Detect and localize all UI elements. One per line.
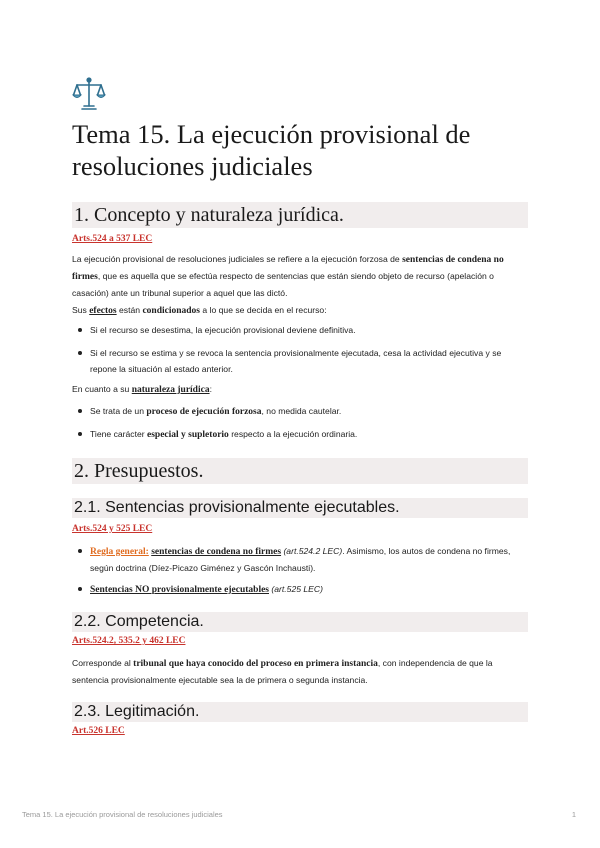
list-item: Tiene carácter especial y supletorio respecto a la ejecución ordinaria. [72, 426, 528, 443]
page-number: 1 [571, 810, 576, 819]
legal-reference-link[interactable]: Art.526 LEC [72, 726, 125, 736]
paragraph-efectos: Sus efectos están condicionados a lo que se decida en el recurso: [72, 305, 327, 316]
legal-reference-link[interactable]: Arts.524 y 525 LEC [72, 524, 153, 534]
page-footer [22, 810, 578, 819]
section-heading-concepto: 1. Concepto y naturaleza jurídica. [72, 202, 528, 228]
list-item: Regla general: sentencias de condena no firmes (art.524.2 LEC). Asimismo, los autos de condena no firmes, según doctrina (Díez-Picazo Giménez y Gascón Inchausti). [72, 543, 528, 576]
subsection-heading-legitimacion: 2.3. Legitimación. [72, 702, 528, 722]
paragraph-naturaleza: En cuanto a su naturaleza jurídica: [72, 384, 212, 395]
paragraph-definition: La ejecución provisional de resoluciones judiciales se refiere a la ejecución forzosa de sentencias de condena no firmes, que es aquella que se efectúa respecto de sentencias que están siendo objeto de recurso (apelación o casación) ante un tribunal superior a aquel que las dictó. [72, 254, 504, 298]
legal-reference-link[interactable]: Arts.524.2, 535.2 y 462 LEC [72, 636, 186, 646]
subsection-heading-sentencias: 2.1. Sentencias provisionalmente ejecutables. [72, 498, 528, 518]
list-item: Se trata de un proceso de ejecución forzosa, no medida cautelar. [72, 403, 528, 420]
list-item: Sentencias NO provisionalmente ejecutables (art.525 LEC) [72, 581, 528, 598]
footer-title: Tema 15. La ejecución provisional de resoluciones judiciales [22, 810, 223, 819]
section-heading-presupuestos: 2. Presupuestos. [72, 458, 528, 484]
scales-of-justice-icon [72, 76, 106, 112]
page-title: Tema 15. La ejecución provisional de resoluciones judiciales [72, 119, 471, 181]
legal-reference-link[interactable]: Arts.524 a 537 LEC [72, 234, 153, 244]
list-item: Si el recurso se estima y se revoca la sentencia provisionalmente ejecutada, cesa la actividad ejecutiva y se repone la situación al estado anterior. [72, 345, 528, 377]
paragraph-competencia: Corresponde al tribunal que haya conocido del proceso en primera instancia, con independencia de que la sentencia provisionalmente ejecutable sea la de primera o segunda instancia. [72, 658, 493, 685]
list-item: Si el recurso se desestima, la ejecución provisional deviene definitiva. [72, 322, 528, 338]
subsection-heading-competencia: 2.2. Competencia. [72, 612, 528, 632]
